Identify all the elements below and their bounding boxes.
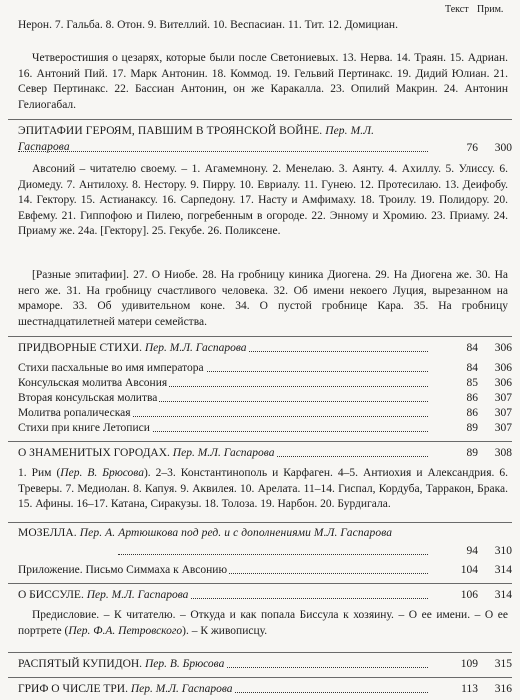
page-notes-number: 300 [494,142,512,154]
page-text-number: 109 [460,658,478,670]
cities-rome-translator: Пер. В. Брюсова [60,467,144,479]
page-notes-number: 307 [494,392,512,404]
bissula-portrait-translator: Пер. Ф.А. Петровского [68,624,183,637]
page-notes-number: 307 [494,407,512,419]
cities-contents-paragraph [18,466,508,513]
section-divider [8,336,512,337]
leader-dots [18,141,428,155]
court-poem-label: Молитва ропалическая [18,407,131,419]
page-notes-number: 310 [494,545,512,557]
page-text-number: 89 [466,422,478,434]
section-translator: Пер. А. Артюшкова под ред. и с дополнениями М.Л. Гаспарова [79,527,393,539]
page-text-number: 86 [466,392,478,404]
section-translator: Пер. М.Л. Гаспарова [144,342,247,354]
section-divider [8,441,512,442]
section-title-text: ЭПИТАФИИ ГЕРОЯМ, ПАВШИМ В ТРОЯНСКОЙ ВОЙНЕ. [18,125,323,137]
epitaphs-contents-paragraph: Авсоний – читателю своему. – 1. Агамемнону. 2. Менелаю. 3. Аянту. 4. Ахиллу. 5. Улиссу. 6. Диомеду. 7. Антилоху. 8. Нестору. 9. Пирру. 10. Евриалу. 11. Гунею. 12. Протесилаю. 13. Деифобу. 14. Гектору. 15. Астианаксу. 16. Сарпедону. 17. Насту и Амфимаху. 18. Троилу. 19. Полидору. 20. Евфему. 21. Гиппофою и Пилею, погребенным в огороде. 22. Энному и Хромию. 23. Приаму. 24. Приаму же. 24а. [Гектору]. 25. Гекубе. 26. Поликсене. [18,163,508,238]
section-title-griphus [18,682,428,696]
section-title-crucified-cupid [18,657,428,671]
court-poem-label: Стихи при книге Летописи [18,422,150,434]
court-poem-label: Стихи пасхальные во имя императора [18,362,204,374]
page-notes-number: 306 [494,342,512,354]
section-divider [8,522,512,523]
section-translator: Пер. М.Л. Гаспарова [86,589,189,601]
column-header-text: Текст [445,4,469,15]
page-notes-number: 315 [494,658,512,670]
section-divider [8,583,512,584]
page-notes-number: 306 [494,377,512,389]
page-text-number: 86 [466,407,478,419]
section-title-text: О БИССУЛЕ. [18,589,84,601]
court-poem-entry [18,406,428,420]
section-title-famous-cities [18,446,428,460]
page-text-number: 84 [466,342,478,354]
section-title-bissula [18,588,428,602]
court-poem-label: Консульская молитва Авсония [18,377,168,389]
page-text-number: 94 [466,545,478,557]
page-text-number: 106 [460,589,478,601]
page-notes-number: 314 [494,564,512,576]
section-title-text: ПРИДВОРНЫЕ СТИХИ. [18,342,142,354]
section-divider [8,119,512,120]
court-poem-label: Вторая консульская молитва [18,392,158,404]
page-notes-number: 308 [494,447,512,459]
section-title-court-poems [18,341,428,355]
page-text-number: 76 [466,142,478,154]
page-notes-number: 306 [494,362,512,374]
section-translator: Пер. В. Брюсова [144,658,225,670]
page-text-number: 85 [466,377,478,389]
court-poem-entry [18,391,428,405]
page-notes-number: 314 [494,589,512,601]
column-header-notes: Прим. [477,4,504,15]
page-notes-number: 307 [494,422,512,434]
appendix-label: Приложение. Письмо Симмаха к Авсонию [18,564,228,576]
section-title-text: ГРИФ О ЧИСЛЕ ТРИ. [18,683,128,695]
court-poem-entry [18,421,428,435]
section-translator: Пер. М.Л. Гаспарова [18,125,375,153]
section-title-mosella [18,526,428,542]
emperors-continuation-paragraph: Нерон. 7. Гальба. 8. Отон. 9. Вителлий. 10. Веспасиан. 11. Тит. 12. Домициан. [18,19,398,31]
court-poem-entry [18,361,428,375]
court-poem-entry [18,376,428,390]
page-text-number: 84 [466,362,478,374]
caesars-quatrains-paragraph: Четверостишия о цезарях, которые были после Светониевых. 13. Нерва. 14. Траян. 15. Адриан. 16. Антоний Пий. 17. Марк Антонин. 18. Коммод. 19. Гельвий Пертинакс. 19. Дидий Юлиан. 21. Север Пертинакс. 22. Бассиан Антонин, он же Каракалла. 23. Опилий Макрин. 24. Антонин Гелиогабал. [18,52,508,111]
misc-epitaphs-paragraph: [Разные эпитафии]. 27. О Ниобе. 28. На гробницу киника Диогена. 29. На Диогена же. 30. На него же. 31. На гробницу счастливого человека. 32. Об имени некоего Луция, вырезанном на мраморе. 33. Об удивительном коне. 34. О пустой гробнице Кара. 35. На гробницу шестнадцатилетней матери семейства. [18,269,508,328]
leader-dots [118,544,428,558]
section-title-text: О ЗНАМЕНИТЫХ ГОРОДАХ. [18,447,170,459]
section-title-text: РАСПЯТЫЙ КУПИДОН. [18,658,143,670]
cities-text-rest: ). 2–3. Константинополь и Карфаген. 4–5. Антиохия и Александрия. 6. Треверы. 7. Медиолан. 8. Капуя. 9. Аквилея. 10. Арелата. 11–14. Гиспал, Кордуба, Тарракон, Брака. 15. Афины. 16–17. Катана, Сиракузы. 18. Толоза. 19. Нарбон. 20. Бурдигала. [18,467,508,511]
cities-text-start: 1. Рим ( [18,467,61,479]
bissula-text-start: Предисловие. – К читателю. – Откуда и как попала Биссула к хозяину. – О ее имени. – О ее портрете ( [18,609,508,637]
bissula-text-rest: ). – К живописцу. [182,624,268,637]
page-text-number: 113 [461,683,478,695]
section-translator: Пер. М.Л. Гаспарова [172,447,275,459]
section-translator: Пер. М.Л. Гаспарова [130,683,233,695]
section-title-text: МОЗЕЛЛА. [18,527,77,539]
section-divider [8,677,512,678]
page-text-number: 104 [460,564,478,576]
bissula-contents-paragraph [18,608,508,639]
mosella-appendix-entry [18,563,428,577]
page-notes-number: 316 [494,683,512,695]
section-divider [8,652,512,653]
page-text-number: 89 [466,447,478,459]
